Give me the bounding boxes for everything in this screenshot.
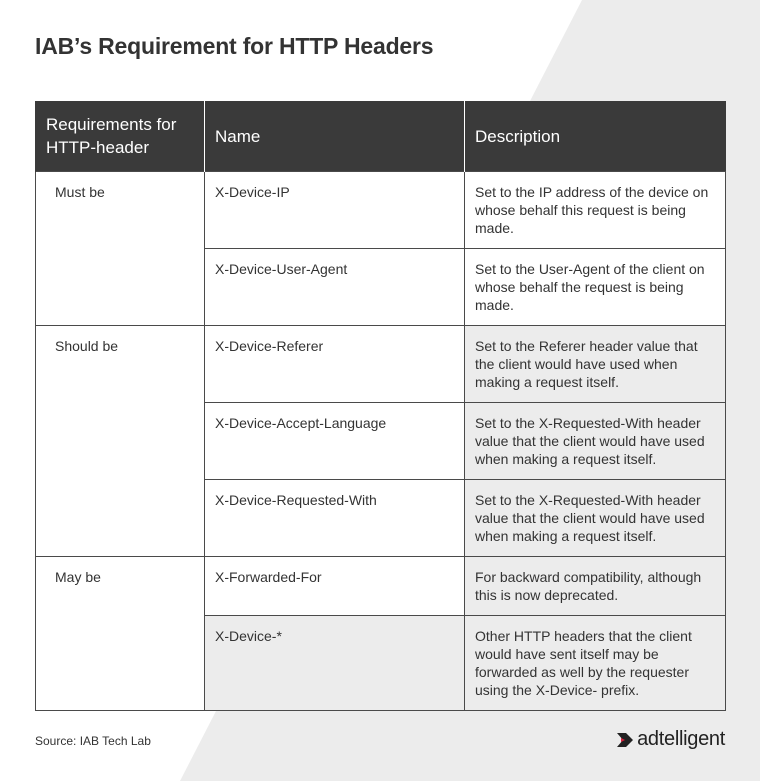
header-description-cell: For backward compatibility, although this is now deprecated.	[465, 557, 726, 616]
header-name-cell: X-Forwarded-For	[205, 557, 465, 616]
header-name: Name	[205, 101, 465, 172]
table-row	[36, 326, 726, 403]
group-label-may-be: May be	[36, 557, 205, 711]
header-name-cell: X-Device-Referer	[205, 326, 465, 403]
source-prefix: Source:	[35, 734, 77, 748]
header-description-cell: Set to the User-Agent of the client on whose behalf the request is being made.	[465, 249, 726, 326]
requirements-table	[35, 101, 726, 711]
header-description-cell: Set to the IP address of the device on whose behalf this request is being made.	[465, 172, 726, 249]
group-label-must-be: Must be	[36, 172, 205, 326]
header-name-cell: X-Device-Requested-With	[205, 480, 465, 557]
table-header-row	[36, 101, 726, 172]
group-label-should-be: Should be	[36, 326, 205, 557]
header-name-cell: X-Device-*	[205, 616, 465, 711]
table-row	[36, 557, 726, 616]
header-name-cell: X-Device-User-Agent	[205, 249, 465, 326]
header-description-cell: Set to the Referer header value that the client would have used when making a request itself.	[465, 326, 726, 403]
header-description-cell: Other HTTP headers that the client would have sent itself may be forwarded as well by the requester using the X-Device- prefix.	[465, 616, 726, 711]
source-credit	[35, 734, 151, 748]
header-name-cell: X-Device-Accept-Language	[205, 403, 465, 480]
logo-text: adtelligent	[637, 728, 725, 750]
header-description: Description	[465, 101, 726, 172]
header-requirements: Requirements for HTTP-header	[36, 101, 205, 172]
table-row	[36, 172, 726, 249]
header-name-cell: X-Device-IP	[205, 172, 465, 249]
page-title: IAB’s Requirement for HTTP Headers	[35, 33, 434, 59]
header-description-cell: Set to the X-Requested-With header value that the client would have used when making a request itself.	[465, 480, 726, 557]
source-name: IAB Tech Lab	[79, 734, 151, 748]
logo-mark-icon	[617, 733, 633, 747]
adtelligent-logo	[617, 728, 725, 751]
header-description-cell: Set to the X-Requested-With header value that the client would have used when making a request itself.	[465, 403, 726, 480]
